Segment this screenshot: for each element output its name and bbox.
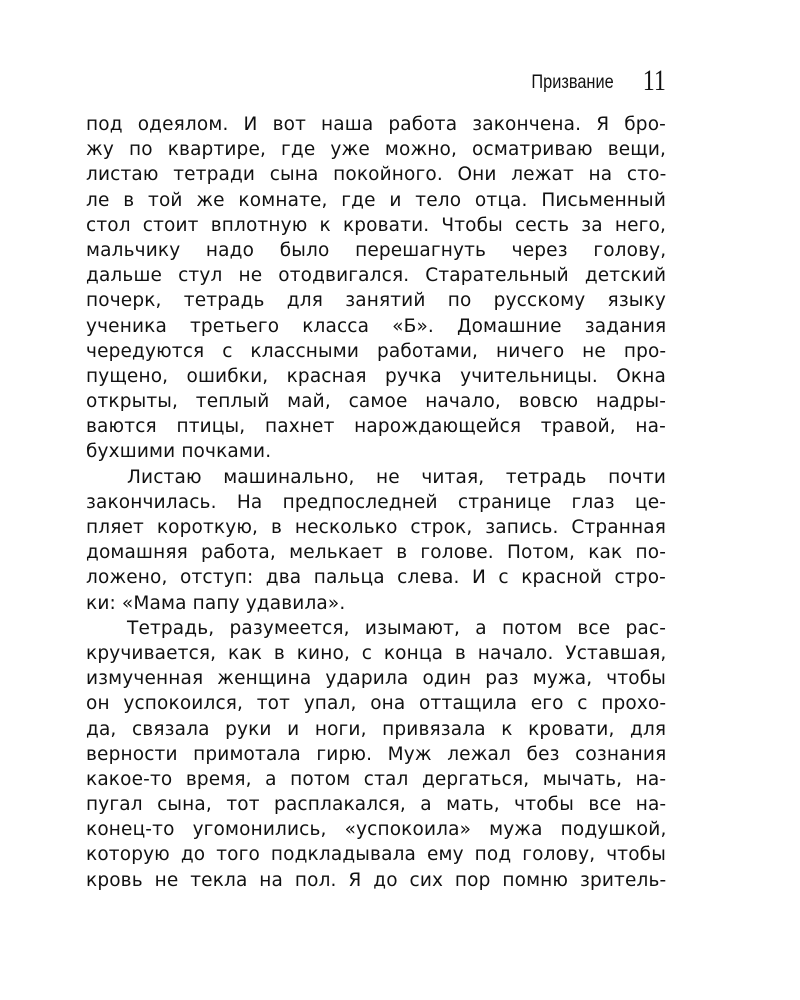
text-line: кручивается, как в кино, с конца в начало. Уставшая, bbox=[86, 642, 667, 664]
text-line: конец-то угомонились, «успокоила» мужа подушкой, bbox=[86, 819, 667, 841]
page-number: 11 bbox=[642, 64, 666, 97]
text-line: пугал сына, тот расплакался, а мать, чтобы все на- bbox=[86, 794, 667, 816]
text-line: Тетрадь, разумеется, изымают, а потом все рас- bbox=[127, 617, 667, 639]
paragraph-2 bbox=[86, 465, 666, 616]
running-header bbox=[86, 64, 666, 104]
text-line: бухшими почками. bbox=[86, 441, 272, 463]
text-line: пущено, ошибки, красная ручка учительницы. Окна bbox=[86, 365, 666, 387]
text-line: домашняя работа, мелькает в голове. Потом, как по- bbox=[86, 542, 667, 564]
text-line: открыты, теплый май, самое начало, вовсю надры- bbox=[86, 391, 667, 413]
text-line: кровь не текла на пол. Я до сих пор помню зритель- bbox=[86, 869, 667, 891]
text-line: Листаю машинально, не читая, тетрадь почти bbox=[127, 466, 666, 488]
text-line: ле в той же комнате, где и тело отца. Письменный bbox=[86, 189, 666, 211]
text-line: под одеялом. И вот наша работа закончена. Я бро- bbox=[86, 114, 666, 135]
text-line: почерк, тетрадь для занятий по русскому языку bbox=[86, 290, 666, 312]
paragraph-3 bbox=[86, 616, 666, 893]
text-line: мальчику надо было перешагнуть через голову, bbox=[86, 239, 667, 261]
text-line: пляет короткую, в несколько строк, запись. Странная bbox=[86, 517, 667, 538]
text-line: ученика третьего класса «Б». Домашние задания bbox=[86, 315, 667, 337]
text-line: стол стоит вплотную к кровати. Чтобы сесть за него, bbox=[86, 214, 666, 236]
paragraph-1 bbox=[86, 112, 666, 465]
text-line: измученная женщина ударила один раз мужа, чтобы bbox=[86, 668, 667, 690]
text-line: дальше стул не отодвигался. Старательный детский bbox=[86, 265, 667, 287]
text-line: ваются птицы, пахнет нарождающейся травой, на- bbox=[86, 416, 666, 438]
text-line: он успокоился, тот упал, она оттащила его с прохо- bbox=[86, 693, 667, 715]
text-line: верности примотала гирю. Муж лежал без сознания bbox=[86, 743, 667, 765]
text-line: ложено, отступ: два пальца слева. И с красной стро- bbox=[86, 567, 666, 589]
text-line: да, связала руки и ноги, привязала к кровати, для bbox=[86, 718, 667, 740]
page-text bbox=[86, 112, 666, 893]
text-line: ки: «Мама папу удавила». bbox=[86, 592, 346, 614]
text-line: закончилась. На предпоследней странице глаз це- bbox=[86, 491, 667, 513]
text-line: жу по квартире, где уже можно, осматриваю вещи, bbox=[86, 139, 667, 161]
running-title: Призвание bbox=[531, 72, 614, 93]
text-line: какое-то время, а потом стал дергаться, мычать, на- bbox=[86, 768, 667, 790]
text-line: которую до того подкладывала ему под голову, чтобы bbox=[86, 844, 666, 866]
text-line: чередуются с классными работами, ничего не про- bbox=[86, 340, 667, 362]
text-line: листаю тетради сына покойного. Они лежат на сто- bbox=[86, 164, 667, 186]
